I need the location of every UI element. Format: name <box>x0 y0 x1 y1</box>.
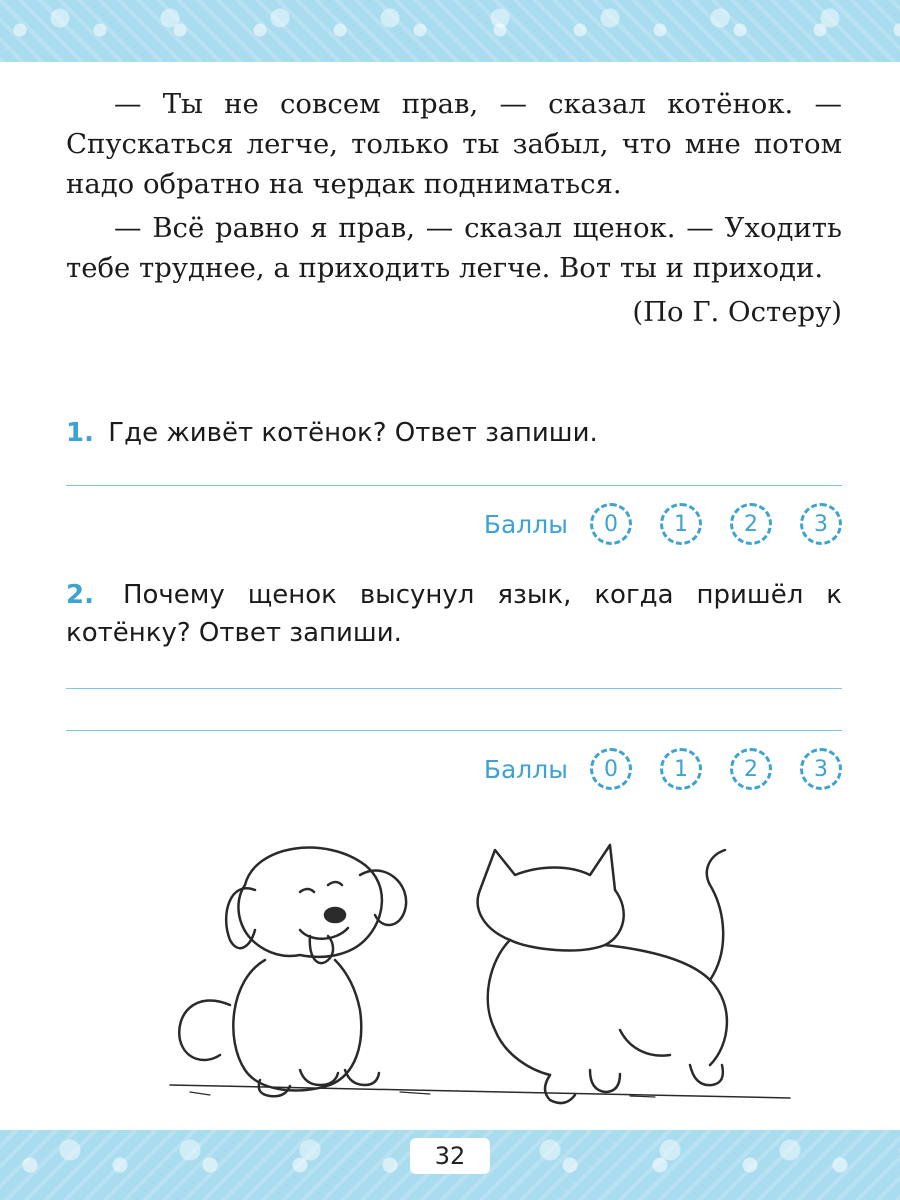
kitten-drawing <box>478 845 727 1103</box>
answer-line-2b[interactable] <box>66 730 842 731</box>
answer-line-2a[interactable] <box>66 688 842 689</box>
score-label: Баллы <box>483 509 568 539</box>
story-paragraph: — Ты не совсем прав, — сказал котёнок. — Спускаться легче, только ты забыл, что мне потом надо обратно на чердак подниматься. <box>66 88 842 200</box>
puppy-and-kitten-illustration <box>150 830 830 1120</box>
question-number: 2. <box>66 580 94 610</box>
story-paragraph: — Всё равно я прав, — сказал щенок. — Уходить тебе труднее, а приходить легче. Вот ты и приходи. <box>66 212 842 284</box>
score-option-1[interactable]: 1 <box>660 748 702 790</box>
score-selector-1 <box>484 503 842 545</box>
score-option-2[interactable]: 2 <box>730 503 772 545</box>
decorative-frame-top <box>0 0 900 62</box>
score-option-0[interactable]: 0 <box>590 503 632 545</box>
story-text <box>66 84 842 332</box>
score-selector-2 <box>484 748 842 790</box>
score-label: Баллы <box>483 754 568 784</box>
question-text: Где живёт котёнок? Ответ запиши. <box>108 418 598 448</box>
score-option-2[interactable]: 2 <box>730 748 772 790</box>
question-2 <box>66 576 842 652</box>
question-1 <box>66 414 842 452</box>
story-source: (По Г. Остеру) <box>632 296 842 328</box>
question-text: Почему щенок высунул язык, когда пришёл к котёнку? Ответ запиши. <box>66 580 842 648</box>
puppy-drawing <box>179 848 406 1097</box>
question-number: 1. <box>66 418 94 448</box>
answer-line-1[interactable] <box>66 485 842 486</box>
score-option-0[interactable]: 0 <box>590 748 632 790</box>
score-option-1[interactable]: 1 <box>660 503 702 545</box>
score-option-3[interactable]: 3 <box>800 503 842 545</box>
score-option-3[interactable]: 3 <box>800 748 842 790</box>
page-number: 32 <box>410 1138 490 1174</box>
